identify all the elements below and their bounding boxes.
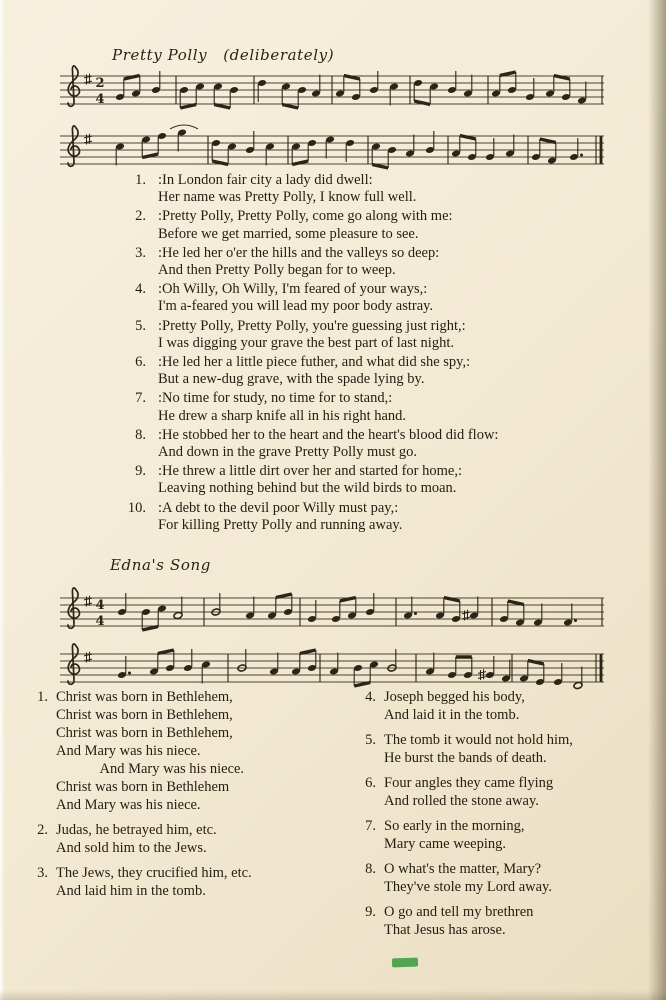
verse-lines: :He led her a little piece futher, and what did she spy,: But a new-dug grave, with the spade lying by. (158, 354, 471, 388)
song2-verses-right-column (356, 688, 666, 946)
green-scanner-mark (392, 958, 418, 968)
verse-lines: Judas, he betrayed him, etc. And sold him to the Jews. (56, 822, 217, 856)
verse (28, 821, 346, 857)
svg-text:4: 4 (95, 614, 105, 629)
verse-number: 1. (135, 172, 146, 188)
verse-number: 9. (365, 904, 376, 920)
page-bottom-shadow (0, 990, 666, 1000)
verse-lines: The Jews, they crucified him, etc. And laid him in the tomb. (56, 865, 252, 899)
verse-lines: Christ was born in Bethlehem, Christ was born in Bethlehem, Christ was born in Bethlehem, And Mary was his niece. And Mary was his niece. Christ was born in Bethlehem And Mary was his niece. (56, 689, 245, 813)
song2-title-row (110, 556, 211, 574)
verse-number: 3. (37, 865, 48, 881)
verse-number: 9. (135, 463, 146, 480)
svg-text:4: 4 (95, 598, 105, 613)
verse-lines: :He threw a little dirt over her and started for home,: Leaving nothing behind but the wild birds to moan. (158, 463, 462, 497)
verse-number: 3. (135, 244, 146, 261)
page-left-edge (0, 0, 5, 1000)
verse (116, 245, 576, 279)
verse-lines: :He led her o'er the hills and the valleys so deep: And then Pretty Polly began for to weep. (158, 244, 440, 279)
song1-tempo-marking: (deliberately) (223, 46, 335, 64)
verse (356, 731, 666, 767)
verse (116, 172, 576, 206)
verse-lines: Four angles they came flying And rolled the stone away. (384, 775, 554, 809)
svg-text:4: 4 (95, 92, 105, 107)
verse (356, 817, 666, 853)
verse-lines: Joseph begged his body, And laid it in the tomb. (384, 689, 525, 723)
verse (356, 903, 666, 939)
verse-lines: :Oh Willy, Oh Willy, I'm feared of your ways,: I'm a-feared you will lead my poor body astray. (158, 281, 434, 315)
verse-lines: :In London fair city a lady did dwell: Her name was Pretty Polly, I know full well. (158, 172, 417, 206)
verse (116, 318, 576, 352)
music-staff-1 (56, 58, 608, 122)
song1-title: Pretty Polly (112, 46, 208, 64)
verse (116, 500, 576, 534)
verse-number: 5. (135, 317, 146, 334)
verse (28, 864, 346, 900)
song2-verses-left-column (28, 688, 346, 907)
verse-lines: :He stobbed her to the heart and the heart's blood did flow: And down in the grave Pretty Polly must go. (158, 426, 499, 461)
verse (116, 427, 576, 461)
verse-number: 2. (37, 822, 48, 838)
music-staff-3 (56, 580, 608, 644)
verse (28, 688, 346, 814)
verse-number: 8. (365, 861, 376, 877)
verse-lines: :Pretty Polly, Pretty Polly, you're guessing just right,: I was digging your grave the best part of last night. (158, 317, 466, 351)
verse-number: 7. (365, 818, 376, 834)
verse (116, 354, 576, 388)
verse-number: 6. (135, 354, 146, 371)
verse-number: 4. (365, 689, 376, 705)
verse-number: 5. (365, 732, 376, 748)
verse (356, 688, 666, 724)
verse-lines: The tomb it would not hold him, He burst the bands of death. (384, 732, 573, 766)
verse-number: 1. (37, 689, 48, 705)
verse-number: 4. (135, 281, 146, 298)
verse (116, 281, 576, 315)
verse (356, 860, 666, 896)
verse-number: 10. (127, 499, 146, 516)
verse-number: 7. (135, 390, 146, 407)
verse (116, 208, 576, 242)
svg-text:2: 2 (95, 76, 105, 91)
verse-number: 8. (135, 426, 146, 443)
verse (116, 390, 576, 424)
verse-lines: :Pretty Polly, Pretty Polly, come go along with me: Before we get married, some pleasure to see. (158, 208, 453, 242)
verse (356, 774, 666, 810)
verse-lines: O go and tell my brethren That Jesus has arose. (384, 904, 534, 938)
song1-verses (116, 172, 576, 536)
verse-lines: :No time for study, no time for to stand,: He drew a sharp knife all in his right hand. (158, 390, 407, 424)
verse-lines: So early in the morning, Mary came weeping. (384, 818, 525, 852)
verse-number: 6. (365, 775, 376, 791)
verse-lines: O what's the matter, Mary? They've stole my Lord away. (384, 861, 552, 895)
verse-number: 2. (135, 208, 146, 225)
song2-title: Edna's Song (110, 556, 211, 574)
verse (116, 463, 576, 497)
verse-lines: :A debt to the devil poor Willy must pay,: For killing Pretty Polly and running away. (158, 499, 403, 533)
